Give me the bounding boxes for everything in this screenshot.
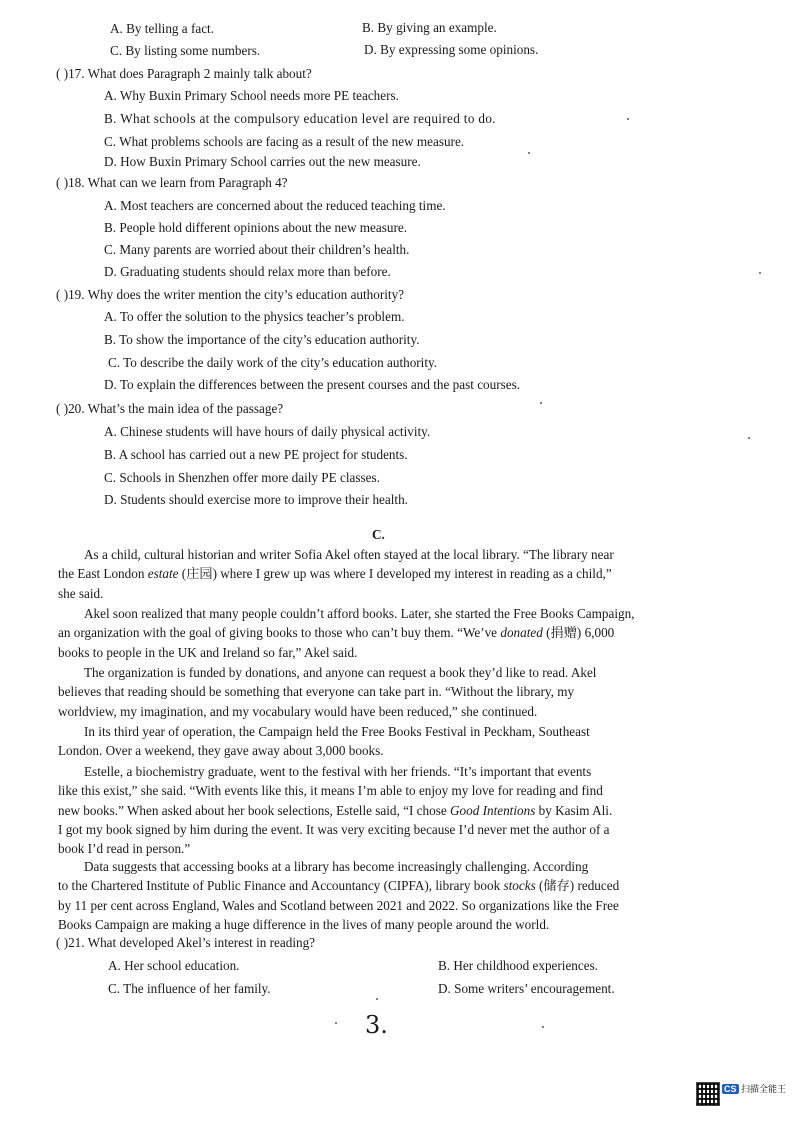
q19-option-d: D. To explain the differences between the present courses and the past courses. [104, 377, 521, 392]
q19-option-b: B. To show the importance of the city’s education authority. [104, 332, 420, 347]
q21-option-a: A. Her school education. [108, 958, 240, 973]
section-c-heading: C. [372, 527, 385, 542]
p5-line-2: like this exist,” she said. “With events like this, it means I’m able to enjoy my love for reading and find [58, 783, 603, 799]
p6-line-3: by 11 per cent across England, Wales and Scotland between 2021 and 2022. So organizations like the Free [58, 897, 619, 913]
q20-option-a: A. Chinese students will have hours of daily physical activity. [104, 424, 431, 439]
q18-option-d: D. Graduating students should relax more than before. [104, 264, 391, 279]
q19-option-a: A. To offer the solution to the physics teacher’s problem. [104, 309, 405, 324]
p5-line-5: book I’d read in person.” [58, 841, 191, 857]
q21-option-b: B. Her childhood experiences. [438, 958, 599, 973]
p2-line-1: Akel soon realized that many people couldn’t afford books. Later, she started the Free Books Campaign, [84, 606, 635, 621]
p2-line-2: an organization with the goal of giving books to those who can’t buy them. “We’ve donated (捐赠) 6,000 [58, 625, 615, 641]
passage-paragraph-6 [58, 857, 682, 934]
p6-line-2: to the Chartered Institute of Public Finance and Accountancy (CIPFA), library book stocks (储存) reduced [58, 878, 620, 894]
q17-stem: ( )17. What does Paragraph 2 mainly talk about? [56, 66, 312, 81]
q20-option-c: C. Schools in Shenzhen offer more daily PE classes. [104, 470, 380, 485]
q17-option-b: B. What schools at the compulsory education level are required to do. [104, 111, 496, 126]
q16-option-a: A. By telling a fact. [110, 21, 215, 36]
scan-speck [528, 152, 530, 154]
p2-line-3: books to people in the UK and Ireland so far,” Akel said. [58, 644, 358, 660]
q20-option-d: D. Students should exercise more to improve their health. [104, 492, 408, 507]
scan-speck [335, 1022, 337, 1024]
qr-code-icon [696, 1082, 720, 1106]
q19-option-c: C. To describe the daily work of the city’s education authority. [108, 355, 438, 370]
scan-speck [540, 402, 542, 404]
q18-option-a: A. Most teachers are concerned about the reduced teaching time. [104, 198, 446, 213]
q20-stem: ( )20. What’s the main idea of the passage? [56, 401, 284, 416]
passage-paragraph-4 [58, 722, 682, 761]
q19-stem: ( )19. Why does the writer mention the city’s education authority? [56, 287, 405, 302]
q21-option-d: D. Some writers’ encouragement. [438, 981, 615, 996]
p6-line-4: Books Campaign are making a huge difference in the lives of many people around the world. [58, 916, 550, 932]
p1-line-3: she said. [58, 585, 104, 601]
p1-line-1: As a child, cultural historian and writer Sofia Akel often stayed at the local library. “The library near [84, 547, 614, 562]
scanner-app-name: 扫描全能王 [741, 1084, 787, 1094]
passage-paragraph-5 [58, 762, 682, 858]
q18-option-c: C. Many parents are worried about their children’s health. [104, 242, 410, 257]
q16-option-d: D. By expressing some opinions. [364, 42, 539, 57]
p5-line-1: Estelle, a biochemistry graduate, went to the festival with her friends. “It’s important that events [84, 764, 592, 779]
cs-logo-icon: CS [724, 1084, 737, 1094]
p6-line-1: Data suggests that accessing books at a library has become increasingly challenging. According [84, 859, 589, 874]
q17-option-a: A. Why Buxin Primary School needs more PE teachers. [104, 88, 399, 103]
scan-speck [748, 437, 750, 439]
q21-stem: ( )21. What developed Akel’s interest in reading? [56, 935, 316, 950]
p3-line-3: worldview, my imagination, and my vocabulary would have been reduced,” she continued. [58, 703, 538, 719]
p4-line-2: London. Over a weekend, they gave away about 3,000 books. [58, 743, 384, 759]
p5-line-4: I got my book signed by him during the event. It was very exciting because I’d never met the author of a [58, 821, 610, 837]
q21-option-c: C. The influence of her family. [108, 981, 271, 996]
scan-speck [542, 1026, 544, 1028]
scan-speck [627, 118, 629, 120]
q16-option-c: C. By listing some numbers. [110, 43, 261, 58]
passage-paragraph-3 [58, 663, 682, 721]
p4-line-1: In its third year of operation, the Campaign held the Free Books Festival in Peckham, Southeast [84, 724, 590, 739]
q17-option-d: D. How Buxin Primary School carries out the new measure. [104, 154, 421, 169]
passage-paragraph-2 [58, 604, 682, 662]
page-number: 3. [365, 1011, 388, 1039]
q16-option-b: B. By giving an example. [362, 20, 497, 35]
passage-paragraph-1 [58, 545, 682, 603]
q18-option-b: B. People hold different opinions about the new measure. [104, 220, 408, 235]
p3-line-1: The organization is funded by donations, and anyone can request a book they’d like to read. Akel [84, 665, 597, 680]
p5-line-3: new books.” When asked about her book selections, Estelle said, “I chose Good Intentions by Kasim Ali. [58, 802, 613, 818]
scan-speck [376, 998, 378, 1000]
q18-stem: ( )18. What can we learn from Paragraph 4? [56, 175, 288, 190]
q17-option-c: C. What problems schools are facing as a result of the new measure. [104, 134, 465, 149]
scanner-watermark [722, 1084, 786, 1094]
scan-speck [759, 272, 761, 274]
q20-option-b: B. A school has carried out a new PE project for students. [104, 447, 408, 462]
p1-line-2: the East London estate (庄园) where I grew up was where I developed my interest in reading as a child,” [58, 566, 612, 582]
p3-line-2: believes that reading should be something that everyone can take part in. “Without the library, my [58, 684, 575, 700]
